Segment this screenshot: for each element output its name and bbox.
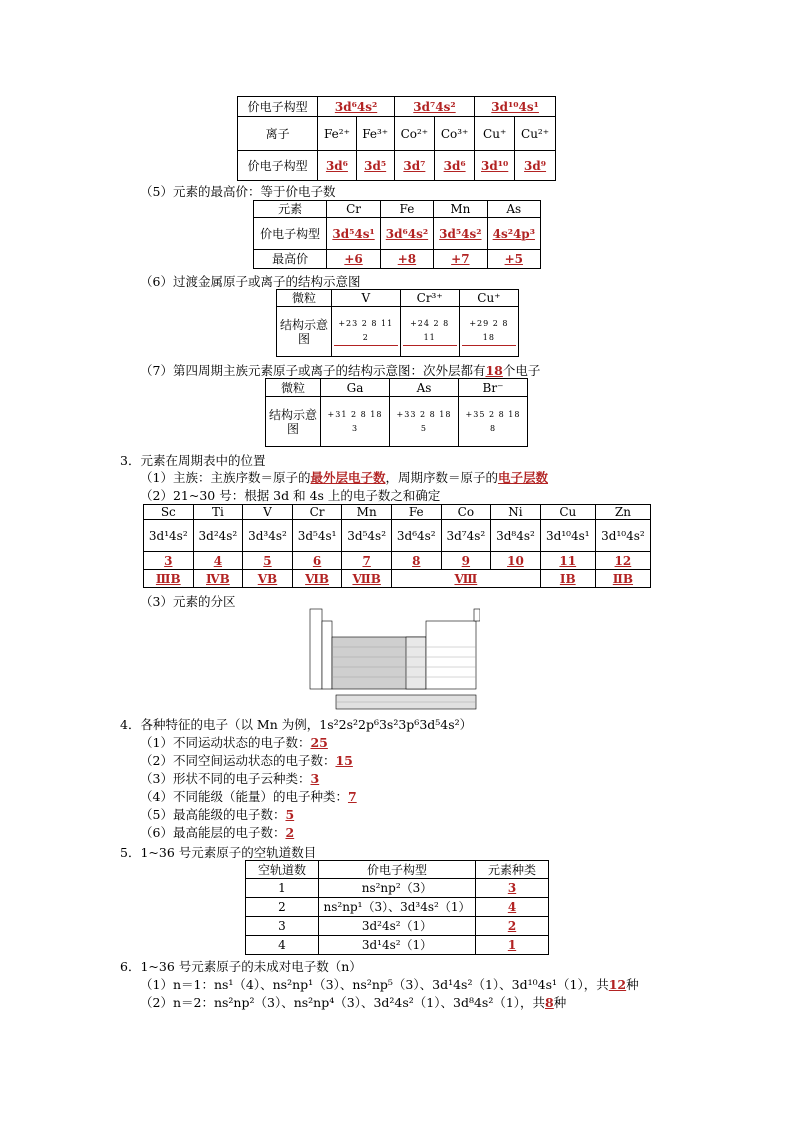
cell: 离子 — [238, 117, 318, 151]
transition-diagram-table — [276, 289, 519, 357]
cell: Ti — [193, 505, 243, 520]
cell: Ni — [491, 505, 541, 520]
cell: ⅠB — [540, 570, 595, 588]
heading-4: 4．各种特征的电子（以 Mn 为例，1s²2s²2p⁶3s²3p⁶3d⁵4s²） — [120, 717, 473, 732]
cell: 3 — [144, 552, 194, 570]
cell: 价电子构型 — [238, 97, 318, 117]
answer: 8 — [545, 995, 554, 1010]
section-3-1 — [140, 468, 548, 486]
text: 种 — [553, 995, 567, 1010]
cell: 结构示意图 — [277, 307, 332, 357]
text: （7）第四周期主族元素原子或离子的结构示意图：次外层都有 — [140, 363, 486, 378]
cell: Fe²⁺ — [318, 117, 356, 151]
cell: 3d¹4s²（1） — [319, 936, 476, 955]
cell: Cr — [327, 201, 380, 218]
cell: Co — [441, 505, 491, 520]
cell: Zn — [595, 505, 650, 520]
cell: 3d¹⁰4s² — [595, 520, 650, 552]
cell: 3d⁷4s² — [394, 97, 474, 117]
valence-ion-table — [237, 96, 556, 181]
mn-question-list — [140, 734, 357, 842]
cell: 3d⁵4s¹ — [327, 218, 380, 250]
cell: ⅣB — [193, 570, 243, 588]
cell: Co³⁺ — [434, 117, 474, 151]
cell: 4 — [476, 898, 549, 917]
cell: 3d⁶4s² — [391, 520, 441, 552]
cell: 价电子构型 — [238, 151, 318, 181]
max-valence-table — [253, 200, 541, 269]
diagram-text: +24 2 8 11 — [403, 317, 457, 346]
cell: 3d⁵ — [356, 151, 394, 181]
list-item — [140, 824, 357, 842]
heading-5: 5．1~36 号元素原子的空轨道数目 — [120, 845, 317, 860]
cell: ⅡB — [595, 570, 650, 588]
cell: +7 — [434, 250, 487, 269]
cell: 3d⁵4s¹ — [292, 520, 342, 552]
cell: 3 — [476, 879, 549, 898]
atom-diagram — [459, 307, 518, 357]
cell: 3d¹⁰4s¹ — [540, 520, 595, 552]
text: （4）不同能级（能量）的电子种类： — [140, 789, 348, 804]
answer: 7 — [347, 789, 357, 804]
answer: 12 — [608, 977, 627, 992]
cell: 价电子构型 — [254, 218, 327, 250]
cell: 3d¹4s² — [144, 520, 194, 552]
answer: 2 — [285, 825, 295, 840]
cell: 4 — [246, 936, 319, 955]
diagram-text: +23 2 8 11 2 — [334, 317, 398, 346]
text: （3）形状不同的电子云种类： — [140, 771, 311, 786]
cell: ⅢB — [144, 570, 194, 588]
cell: Ga — [321, 379, 390, 397]
cell: 价电子构型 — [319, 861, 476, 879]
cell: 3d⁶ — [318, 151, 356, 181]
cell: 3d¹⁰4s¹ — [475, 97, 556, 117]
diagram-text: +33 2 8 18 5 — [396, 409, 452, 433]
section-6-title: （6）过渡金属原子或离子的结构示意图 — [140, 274, 361, 289]
text: （6）最高能层的电子数： — [140, 825, 286, 840]
heading-6: 6．1~36 号元素原子的未成对电子数（n） — [120, 959, 362, 974]
cell: 元素 — [254, 201, 327, 218]
cell: As — [389, 379, 458, 397]
text: （1）主族：主族序数＝原子的 — [140, 470, 311, 485]
answer: 25 — [310, 735, 328, 750]
text: （5）最高能级的电子数： — [140, 807, 286, 822]
line-6-1 — [140, 975, 639, 993]
cell: Mn — [434, 201, 487, 218]
cell: 3d⁶4s² — [318, 97, 394, 117]
cell: Cu⁺ — [475, 117, 515, 151]
section-3-2: （2）21~30 号：根据 3d 和 4s 上的电子数之和确定 — [140, 488, 441, 503]
cell: 元素种类 — [476, 861, 549, 879]
answer: 电子层数 — [498, 470, 549, 485]
cell: 7 — [342, 552, 392, 570]
text: （1）不同运动状态的电子数： — [140, 735, 311, 750]
cell: Br⁻ — [458, 379, 527, 397]
cell: 空轨道数 — [246, 861, 319, 879]
cell: 6 — [292, 552, 342, 570]
cell: 3d⁸4s² — [491, 520, 541, 552]
cell: +6 — [327, 250, 380, 269]
cell: 最高价 — [254, 250, 327, 269]
section-5-title: （5）元素的最高价：等于价电子数 — [140, 184, 336, 199]
cell: 3d²4s² — [193, 520, 243, 552]
cell: +5 — [487, 250, 540, 269]
cell: Cu²⁺ — [515, 117, 556, 151]
list-item — [140, 752, 357, 770]
section-7-title — [140, 361, 540, 379]
atom-diagram — [332, 307, 401, 357]
answer: 18 — [485, 363, 503, 378]
cell: 11 — [540, 552, 595, 570]
cell: 3d⁶ — [434, 151, 474, 181]
text: 种 — [626, 977, 639, 992]
answer: 最外层电子数 — [310, 470, 386, 485]
list-item — [140, 806, 357, 824]
heading-3: 3．元素在周期表中的位置 — [120, 453, 266, 468]
cell: 8 — [391, 552, 441, 570]
cell: 5 — [243, 552, 293, 570]
cell: 3 — [246, 917, 319, 936]
cell: ns²np²（3） — [319, 879, 476, 898]
text: （2）不同空间运动状态的电子数： — [140, 753, 336, 768]
cell: ⅤB — [243, 570, 293, 588]
cell: Cu — [540, 505, 595, 520]
cell: 微粒 — [277, 290, 332, 307]
list-item — [140, 734, 357, 752]
cell: ⅦB — [342, 570, 392, 588]
empty-orbital-table — [245, 860, 549, 955]
diagram-text: +35 2 8 18 8 — [465, 409, 521, 433]
cell: 3d⁹ — [515, 151, 556, 181]
cell: Ⅷ — [391, 570, 540, 588]
list-item — [140, 788, 357, 806]
diagram-text: +29 2 8 18 — [462, 317, 516, 346]
cell: Fe — [391, 505, 441, 520]
answer: 15 — [335, 753, 353, 768]
cell: Co²⁺ — [394, 117, 434, 151]
atom-diagram — [389, 397, 458, 447]
cell: Cr³⁺ — [400, 290, 459, 307]
section-3-3: （3）元素的分区 — [140, 594, 236, 609]
cell: 3d⁵4s² — [342, 520, 392, 552]
cell: 3d²4s²（1） — [319, 917, 476, 936]
text: 个电子 — [502, 363, 541, 378]
cell: V — [243, 505, 293, 520]
atom-diagram — [400, 307, 459, 357]
atom-diagram — [321, 397, 390, 447]
cell: +8 — [380, 250, 433, 269]
cell: 9 — [441, 552, 491, 570]
main-group-diagram-table — [265, 378, 528, 447]
answer: 5 — [285, 807, 295, 822]
cell: 3d⁵4s² — [434, 218, 487, 250]
cell: 4s²4p³ — [487, 218, 540, 250]
cell: As — [487, 201, 540, 218]
cell: 微粒 — [266, 379, 321, 397]
cell: 1 — [476, 936, 549, 955]
periodic-block-diagram — [306, 607, 480, 711]
diagram-text: +31 2 8 18 3 — [327, 409, 383, 433]
cell: 10 — [491, 552, 541, 570]
cell: 3d⁷4s² — [441, 520, 491, 552]
line-6-2 — [140, 993, 566, 1011]
cell: Mn — [342, 505, 392, 520]
cell: 结构示意图 — [266, 397, 321, 447]
text: ，周期序数＝原子的 — [385, 470, 498, 485]
period4-transition-table — [143, 504, 651, 588]
cell: Fe³⁺ — [356, 117, 394, 151]
cell: 3d¹⁰ — [475, 151, 515, 181]
answer: 3 — [310, 771, 320, 786]
cell: 12 — [595, 552, 650, 570]
text: （2）n＝2：ns²np²（3）、ns²np⁴（3）、3d²4s²（1）、3d⁸4s²（1），共 — [140, 995, 546, 1010]
list-item — [140, 770, 357, 788]
text: （1）n＝1：ns¹（4）、ns²np¹（3）、ns²np⁵（3）、3d¹4s²（1）、3d¹⁰4s¹（1），共 — [140, 977, 609, 992]
cell: Cr — [292, 505, 342, 520]
cell: 3d⁶4s² — [380, 218, 433, 250]
cell: 3d³4s² — [243, 520, 293, 552]
cell: Sc — [144, 505, 194, 520]
cell: Cu⁺ — [459, 290, 518, 307]
cell: 2 — [476, 917, 549, 936]
cell: 3d⁷ — [394, 151, 434, 181]
cell: 4 — [193, 552, 243, 570]
cell: ⅥB — [292, 570, 342, 588]
cell: Fe — [380, 201, 433, 218]
cell: 1 — [246, 879, 319, 898]
atom-diagram — [458, 397, 527, 447]
cell: V — [332, 290, 401, 307]
cell: ns²np¹（3）、3d³4s²（1） — [319, 898, 476, 917]
cell: 2 — [246, 898, 319, 917]
